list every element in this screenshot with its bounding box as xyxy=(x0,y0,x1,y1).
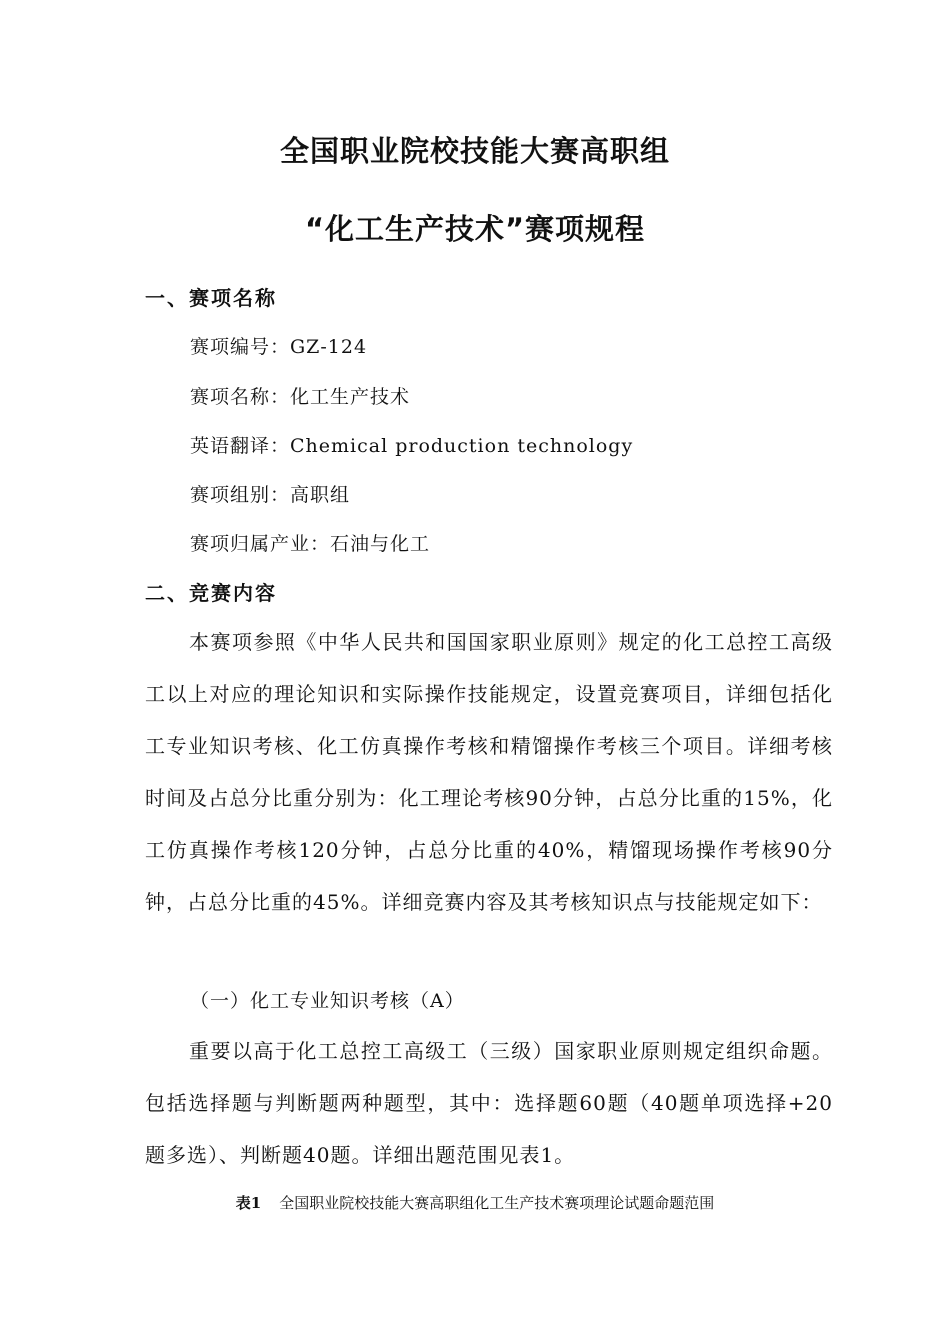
table-caption xyxy=(0,1191,950,1215)
document-title: 全国职业院校技能大赛高职组 xyxy=(279,134,670,168)
info-event-code: 赛项编号：GZ-124 xyxy=(190,336,368,358)
info-event-name: 赛项名称：化工生产技术 xyxy=(190,386,411,408)
subheading-knowledge-assessment: （一）化工专业知识考核（A） xyxy=(190,990,465,1012)
section-heading-competition-content: 二、竞赛内容 xyxy=(145,581,277,605)
table-caption-label: 表1 xyxy=(235,1194,262,1212)
table-caption-text: 全国职业院校技能大赛高职组化工生产技术赛项理论试题命题范围 xyxy=(279,1194,715,1212)
info-event-group: 赛项组别：高职组 xyxy=(190,484,351,506)
info-english-translation: 英语翻译：Chemical production technology xyxy=(190,435,634,457)
info-industry: 赛项归属产业：石油与化工 xyxy=(190,533,431,555)
paragraph-competition-overview: 本赛项参照《中华人民共和国国家职业原则》规定的化工总控工高级工以上对应的理论知识和实际操作技能规定，设置竞赛项目，详细包括化工专业知识考核、化工仿真操作考核和精馏操作考核三个项目。详细考核时间及占总分比重分别为：化工理论考核90分钟，占总分比重的15%，化工仿真操作考核120分钟，占总分比重的40%，精馏现场操作考核90分钟，占总分比重的45%。详细竞赛内容及其考核知识点与技能规定如下： xyxy=(145,630,833,914)
section-heading-event-name: 一、赛项名称 xyxy=(145,286,277,310)
paragraph-knowledge-assessment: 重要以高于化工总控工高级工（三级）国家职业原则规定组织命题。包括选择题与判断题两种题型，其中：选择题60题（40题单项选择+20题多选）、判断题40题。详细出题范围见表1。 xyxy=(145,1039,833,1167)
document-subtitle: “化工生产技术”赛项规程 xyxy=(304,212,646,246)
